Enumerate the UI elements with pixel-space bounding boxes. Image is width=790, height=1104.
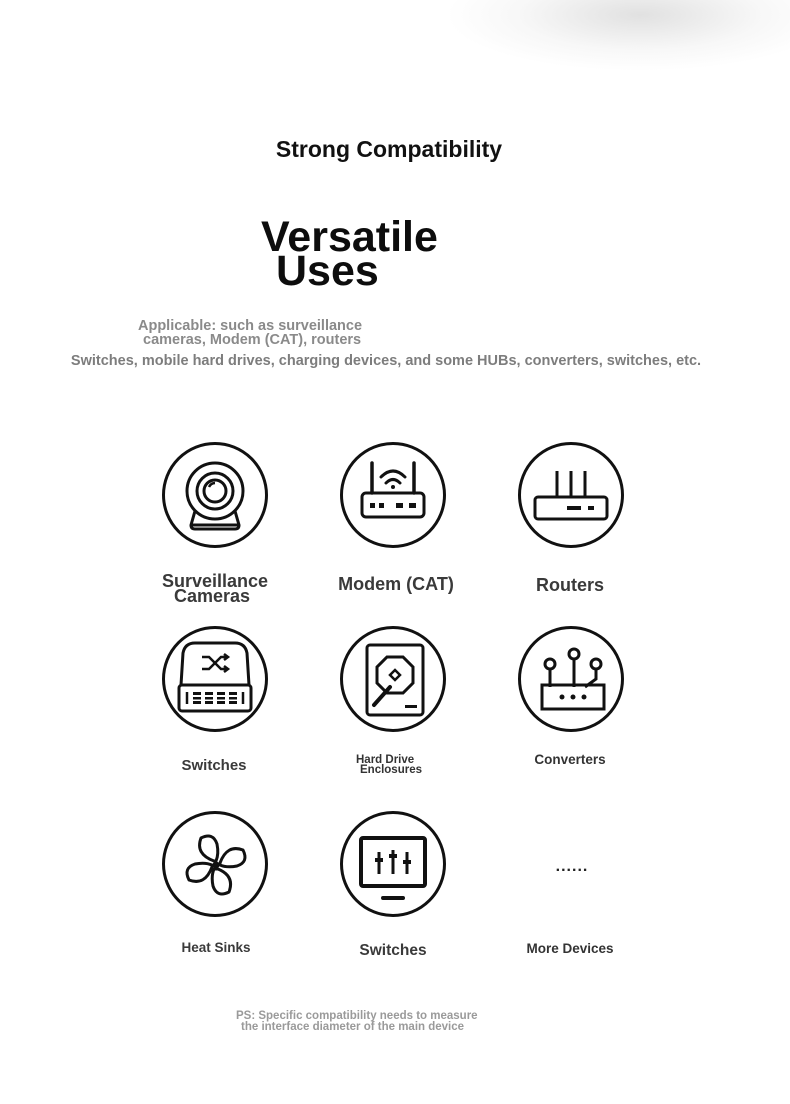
converter-icon	[518, 626, 624, 732]
network-switch-icon	[162, 626, 268, 732]
applicable-line-2: cameras, Modem (CAT), routers	[143, 332, 362, 348]
device-label: Switches	[181, 757, 247, 774]
fan-icon	[162, 811, 268, 917]
device-label: More Devices	[526, 941, 614, 956]
applicable-line-1: Applicable: such as surveillance	[138, 318, 363, 334]
device-label: Surveillance Cameras	[161, 571, 269, 606]
webcam-icon	[162, 442, 268, 548]
decorative-shadow	[450, 0, 790, 70]
device-label: Routers	[535, 575, 604, 595]
monitor-equalizer-icon	[340, 811, 446, 917]
footnote-line-2: the interface diameter of the main device	[241, 1021, 465, 1033]
device-label: Heat Sinks	[181, 940, 251, 955]
applicable-text	[138, 319, 362, 347]
title-line-1: Versatile	[261, 213, 438, 261]
hard-drive-icon	[340, 626, 446, 732]
wifi-modem-icon	[340, 442, 446, 548]
device-label: Hard Drive Enclosures	[356, 754, 422, 776]
title-line-2: Uses	[276, 247, 379, 295]
device-label: Switches	[359, 942, 427, 959]
device-label: Converters	[534, 752, 606, 767]
footnote-line-1: PS: Specific compatibility needs to measure	[236, 1010, 478, 1022]
page-title	[261, 213, 438, 295]
ellipsis-icon: ......	[555, 858, 589, 875]
router-icon	[518, 442, 624, 548]
device-label: Modem (CAT)	[338, 574, 454, 594]
footnote	[236, 1011, 478, 1033]
section-subtitle: Strong Compatibility	[275, 136, 503, 162]
compatible-devices-text: Switches, mobile hard drives, charging devices, and some HUBs, converters, switches, etc.	[70, 353, 702, 369]
